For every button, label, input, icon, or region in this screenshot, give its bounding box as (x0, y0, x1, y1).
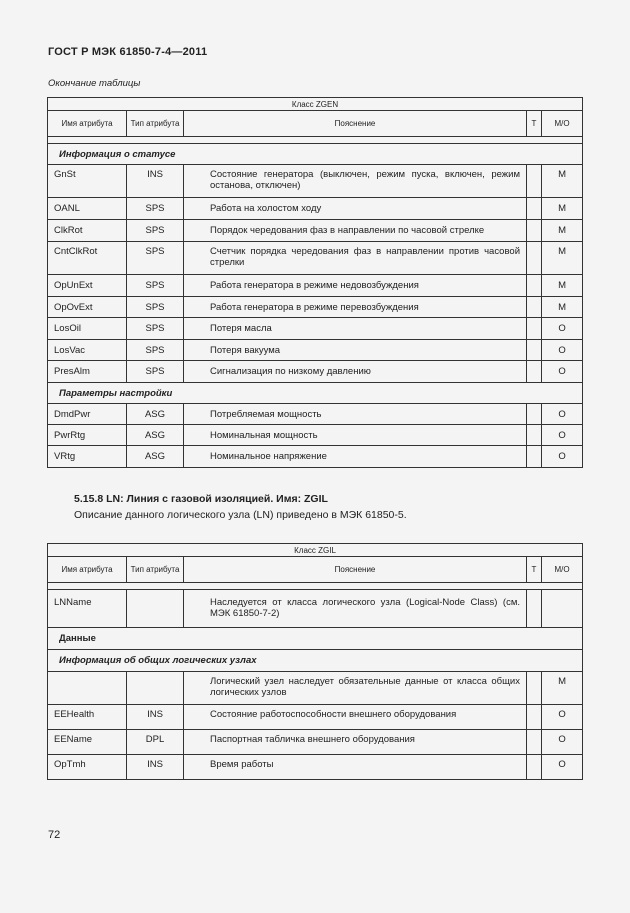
attr-mo: O (542, 705, 583, 730)
attr-t (527, 242, 542, 275)
attr-t (527, 340, 542, 361)
attr-name: OpTmh (48, 755, 127, 780)
attr-description-text: Потеря масла (210, 323, 272, 334)
attr-type: SPS (127, 361, 184, 383)
attr-description (184, 297, 527, 318)
attr-mo: M (542, 165, 583, 198)
attr-type: INS (127, 705, 184, 730)
attr-name: LNName (48, 590, 127, 628)
table-row (48, 242, 583, 275)
group-settings: Параметры настройки (48, 383, 583, 404)
attr-description (184, 404, 527, 425)
attr-type (127, 672, 184, 705)
attr-mo: O (542, 446, 583, 468)
attr-description-text: Паспортная табличка внешнего оборудования (210, 734, 415, 745)
attr-description-text: Порядок чередования фаз в направлении по часовой стрелке (210, 225, 485, 236)
attr-description-text: Сигнализация по низкому давлению (210, 366, 371, 377)
table-row (48, 425, 583, 446)
attr-description-text: Номинальная мощность (210, 430, 318, 441)
attr-description (184, 198, 527, 220)
attr-description-text: Номинальное напряжение (210, 451, 327, 462)
col-header-mo: M/O (542, 111, 583, 137)
attr-description (184, 165, 527, 198)
attr-description (184, 275, 527, 297)
document-header: ГОСТ Р МЭК 61850-7-4—2011 (48, 46, 208, 58)
table-row (48, 275, 583, 297)
attr-description-text: Логический узел наследует обязательные данные от класса общих логических узлов (210, 676, 520, 698)
attr-name (48, 672, 127, 705)
table-row (48, 705, 583, 730)
attr-description-text: Время работы (210, 759, 274, 770)
attr-description-text: Работа генератора в режиме недовозбуждения (210, 280, 419, 291)
attr-t (527, 446, 542, 468)
col-header-attr: Имя атрибута (48, 557, 127, 583)
attr-name: OpUnExt (48, 275, 127, 297)
attr-description-text: Наследуется от класса логического узла (Logical-Node Class) (см. МЭК 61850-7-2) (210, 597, 520, 619)
attr-description (184, 730, 527, 755)
attr-description-text: Работа генератора в режиме перевозбуждения (210, 302, 419, 313)
attr-description (184, 705, 527, 730)
attr-type: ASG (127, 404, 184, 425)
attr-t (527, 590, 542, 628)
attr-mo: M (542, 297, 583, 318)
section-title: 5.15.8 LN: Линия с газовой изоляцией. Имя: ZGIL (74, 493, 328, 505)
attr-mo: O (542, 425, 583, 446)
table-row (48, 220, 583, 242)
attr-type: SPS (127, 242, 184, 275)
attr-t (527, 425, 542, 446)
attr-t (527, 165, 542, 198)
attr-name: VRtg (48, 446, 127, 468)
attr-mo: O (542, 361, 583, 383)
attr-t (527, 275, 542, 297)
col-header-mo: M/O (542, 557, 583, 583)
table-row (48, 672, 583, 705)
attr-description-text: Счетчик порядка чередования фаз в направлении против часовой стрелки (210, 246, 520, 268)
attr-type: SPS (127, 297, 184, 318)
attr-description (184, 361, 527, 383)
attr-name: CntClkRot (48, 242, 127, 275)
attr-mo: O (542, 730, 583, 755)
attr-description (184, 340, 527, 361)
table-spacer (48, 137, 583, 144)
attr-name: EEName (48, 730, 127, 755)
attr-description-text: Состояние работоспособности внешнего оборудования (210, 709, 457, 720)
section-description: Описание данного логического узла (LN) приведено в МЭК 61850-5. (74, 509, 407, 521)
attr-t (527, 404, 542, 425)
col-header-t: T (527, 557, 542, 583)
attr-type: SPS (127, 220, 184, 242)
attr-t (527, 755, 542, 780)
attr-type: SPS (127, 340, 184, 361)
attr-mo: M (542, 242, 583, 275)
attr-t (527, 730, 542, 755)
attr-description (184, 755, 527, 780)
attr-mo: M (542, 198, 583, 220)
page-number: 72 (48, 829, 61, 841)
attr-name: EEHealth (48, 705, 127, 730)
zgil-table (47, 543, 583, 780)
attr-description (184, 425, 527, 446)
attr-description (184, 446, 527, 468)
attr-type: DPL (127, 730, 184, 755)
attr-type: ASG (127, 425, 184, 446)
attr-description (184, 242, 527, 275)
col-header-desc: Пояснение (184, 111, 527, 137)
attr-t (527, 220, 542, 242)
attr-description (184, 672, 527, 705)
zgil-caption: Класс ZGIL (48, 544, 583, 557)
table-row (48, 361, 583, 383)
table-row (48, 730, 583, 755)
table-row (48, 198, 583, 220)
table-row (48, 755, 583, 780)
attr-type: ASG (127, 446, 184, 468)
attr-name: GnSt (48, 165, 127, 198)
col-header-type: Тип атрибута (127, 557, 184, 583)
attr-description-text: Состояние генератора (выключен, режим пуска, включен, режим останова, отключен) (210, 169, 520, 191)
table-row (48, 340, 583, 361)
attr-mo: M (542, 672, 583, 705)
table-row (48, 590, 583, 628)
attr-t (527, 297, 542, 318)
attr-type: INS (127, 165, 184, 198)
attr-mo: O (542, 755, 583, 780)
attr-t (527, 318, 542, 340)
attr-t (527, 198, 542, 220)
attr-type (127, 590, 184, 628)
group-status: Информация о статусе (48, 144, 583, 165)
attr-description-text: Работа на холостом ходу (210, 203, 322, 214)
attr-type: SPS (127, 198, 184, 220)
attr-description (184, 318, 527, 340)
table-row (48, 404, 583, 425)
attr-type: INS (127, 755, 184, 780)
attr-name: PresAlm (48, 361, 127, 383)
col-header-t: T (527, 111, 542, 137)
attr-name: DmdPwr (48, 404, 127, 425)
table-row (48, 446, 583, 468)
col-header-desc: Пояснение (184, 557, 527, 583)
attr-type: SPS (127, 318, 184, 340)
attr-t (527, 705, 542, 730)
attr-t (527, 361, 542, 383)
table-row (48, 297, 583, 318)
attr-mo: M (542, 220, 583, 242)
attr-mo: M (542, 275, 583, 297)
attr-name: ClkRot (48, 220, 127, 242)
attr-mo: O (542, 340, 583, 361)
attr-name: PwrRtg (48, 425, 127, 446)
table-spacer (48, 583, 583, 590)
col-header-type: Тип атрибута (127, 111, 184, 137)
attr-mo (542, 590, 583, 628)
table-row (48, 318, 583, 340)
attr-description-text: Потребляемая мощность (210, 409, 322, 420)
table-row (48, 165, 583, 198)
attr-type: SPS (127, 275, 184, 297)
attr-name: LosOil (48, 318, 127, 340)
col-header-attr: Имя атрибута (48, 111, 127, 137)
group-data: Данные (48, 628, 583, 650)
attr-mo: O (542, 318, 583, 340)
zgen-caption: Класс ZGEN (48, 98, 583, 111)
attr-mo: O (542, 404, 583, 425)
attr-description (184, 220, 527, 242)
zgen-table (47, 97, 583, 468)
table-continuation-note: Окончание таблицы (48, 78, 141, 89)
attr-name: LosVac (48, 340, 127, 361)
attr-name: OANL (48, 198, 127, 220)
attr-description-text: Потеря вакуума (210, 345, 281, 356)
attr-description (184, 590, 527, 628)
group-common-ln: Информация об общих логических узлах (48, 650, 583, 672)
attr-name: OpOvExt (48, 297, 127, 318)
attr-t (527, 672, 542, 705)
